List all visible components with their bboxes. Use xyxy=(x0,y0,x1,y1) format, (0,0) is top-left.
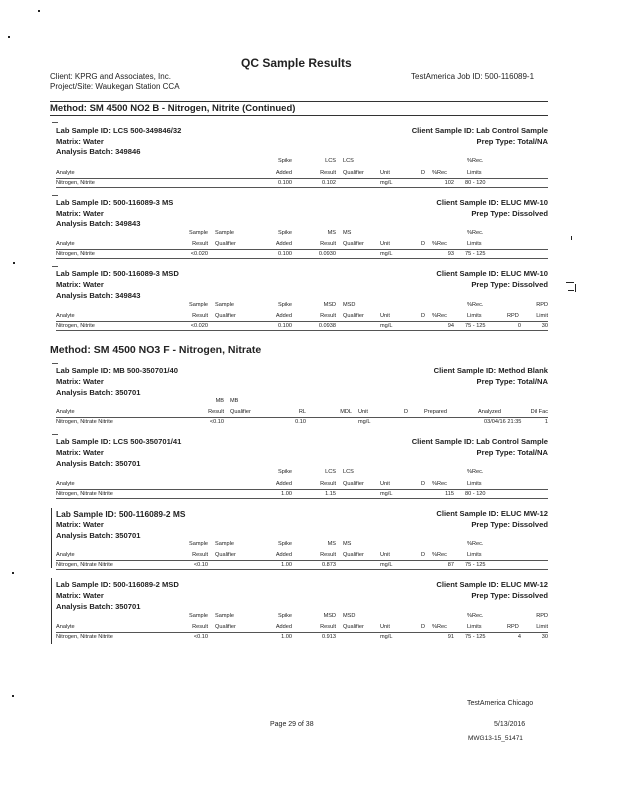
table-cell: <0.10 xyxy=(193,634,208,640)
analysis-batch: Analysis Batch: 349846 xyxy=(56,147,141,156)
col-head: Sample xyxy=(189,541,208,547)
table-cell: 30 xyxy=(541,323,548,329)
col-head: Result xyxy=(320,624,336,630)
analysis-batch: Analysis Batch: 350701 xyxy=(56,531,141,540)
col-head: MSD xyxy=(343,613,356,619)
col-head: Result xyxy=(192,313,208,319)
col-head: %Rec xyxy=(432,241,447,247)
scan-speck xyxy=(566,282,574,283)
col-head: Qualifier xyxy=(343,624,364,630)
table-cell: 0.100 xyxy=(278,251,292,257)
table-cell: <0.020 xyxy=(190,251,208,257)
client-sample-id: Client Sample ID: ELUC MW-10 xyxy=(436,198,548,207)
client-sample-id: Client Sample ID: ELUC MW-10 xyxy=(436,269,548,278)
col-head: Result xyxy=(320,481,336,487)
col-head: Added xyxy=(275,481,292,487)
col-head: Spike xyxy=(278,469,292,475)
client-sample-id: Client Sample ID: Method Blank xyxy=(433,366,548,375)
scan-speck xyxy=(12,572,14,574)
table-cell: 0.100 xyxy=(278,323,292,329)
table-rule xyxy=(56,569,548,570)
table-cell: 94 xyxy=(447,323,454,329)
col-head: Qualifier xyxy=(343,481,364,487)
col-head: Unit xyxy=(380,170,390,176)
col-head: MSD xyxy=(343,302,356,308)
table-cell: 4 xyxy=(517,634,521,640)
prep-type: Prep Type: Dissolved xyxy=(471,209,548,218)
table-rule xyxy=(56,258,548,259)
client-sample-id: Client Sample ID: Lab Control Sample xyxy=(411,126,548,135)
method-rule xyxy=(50,115,548,116)
col-head: MSD xyxy=(323,302,336,308)
col-head: %Rec xyxy=(432,170,447,176)
col-head: MS xyxy=(327,541,336,547)
client-sample-id: Client Sample ID: ELUC MW-12 xyxy=(436,509,548,518)
scan-speck xyxy=(568,290,574,291)
table-rule xyxy=(56,249,548,250)
col-head: MS xyxy=(343,230,352,236)
lab-sample-id: Lab Sample ID: LCS 500-350701/41 xyxy=(56,437,182,446)
col-head: D xyxy=(404,409,409,415)
col-head: Unit xyxy=(380,552,390,558)
col-head: Analyte xyxy=(56,481,75,487)
col-head: MS xyxy=(327,230,336,236)
col-head: Sample xyxy=(215,230,234,236)
table-cell-analyte: Nitrogen, Nitrate Nitrite xyxy=(56,491,113,497)
col-head: Added xyxy=(275,624,292,630)
table-cell: mg/L xyxy=(380,180,393,186)
col-head: Sample xyxy=(189,302,208,308)
table-cell: 0.913 xyxy=(322,634,336,640)
table-cell: 75 - 125 xyxy=(465,634,486,640)
table-cell: 0.10 xyxy=(295,419,306,425)
col-head: D xyxy=(421,170,426,176)
col-head: LCS xyxy=(325,158,336,164)
client-sample-id: Client Sample ID: Lab Control Sample xyxy=(411,437,548,446)
table-rule xyxy=(56,417,548,418)
footer-doc-id: MWG13-15_51471 xyxy=(468,735,523,742)
col-head: Unit xyxy=(380,624,390,630)
col-head: Limit xyxy=(536,313,548,319)
prep-type: Prep Type: Dissolved xyxy=(471,520,548,529)
col-head: Result xyxy=(192,624,208,630)
scan-speck xyxy=(571,236,572,240)
job-id: TestAmerica Job ID: 500-116089-1 xyxy=(411,72,535,81)
col-head: RPD xyxy=(507,313,519,319)
col-head: %Rec. xyxy=(467,230,484,236)
col-head: LCS xyxy=(343,469,354,475)
col-head: Limit xyxy=(536,624,548,630)
col-head: %Rec. xyxy=(467,302,484,308)
col-head: Qualifier xyxy=(343,241,364,247)
table-rule xyxy=(56,321,548,322)
col-head: %Rec xyxy=(432,481,447,487)
table-rule xyxy=(56,330,548,331)
analysis-batch: Analysis Batch: 349843 xyxy=(56,291,141,300)
lab-sample-id: Lab Sample ID: 500-116089-2 MS xyxy=(56,509,186,519)
col-head: Result xyxy=(320,313,336,319)
table-rule xyxy=(56,498,548,499)
prep-type: Prep Type: Dissolved xyxy=(471,591,548,600)
analysis-batch: Analysis Batch: 350701 xyxy=(56,459,141,468)
col-head: Added xyxy=(275,552,292,558)
table-cell-analyte: Nitrogen, Nitrate Nitrite xyxy=(56,562,113,568)
col-head: Result xyxy=(320,241,336,247)
col-head: LCS xyxy=(343,158,354,164)
table-cell: 75 - 125 xyxy=(465,323,486,329)
footer-date: 5/13/2016 xyxy=(494,721,526,728)
table-cell: 93 xyxy=(447,251,454,257)
lab-sample-id: Lab Sample ID: MB 500-350701/40 xyxy=(56,366,178,375)
col-head: %Rec xyxy=(432,552,447,558)
col-head: RPD xyxy=(536,302,548,308)
table-cell: 75 - 125 xyxy=(465,562,486,568)
table-cell: <0.10 xyxy=(193,562,208,568)
table-cell: 80 - 120 xyxy=(465,491,486,497)
table-cell: mg/L xyxy=(380,323,393,329)
col-head: Result xyxy=(320,552,336,558)
col-head: LCS xyxy=(325,469,336,475)
table-cell: 1.00 xyxy=(281,634,292,640)
col-head: Result xyxy=(320,170,336,176)
table-rule xyxy=(56,178,548,179)
table-rule xyxy=(56,187,548,188)
matrix: Matrix: Water xyxy=(56,377,104,386)
section-marker xyxy=(52,266,58,267)
col-head: Analyzed xyxy=(478,409,502,415)
scan-speck xyxy=(13,262,15,264)
col-head: Unit xyxy=(380,241,390,247)
col-head: Limits xyxy=(467,624,482,630)
table-cell: 91 xyxy=(447,634,454,640)
table-rule xyxy=(56,560,548,561)
table-cell: 87 xyxy=(447,562,454,568)
col-head: Qualifier xyxy=(343,313,364,319)
section-marker xyxy=(52,434,58,435)
table-cell: 03/04/16 21:35 xyxy=(484,419,522,425)
table-cell: mg/L xyxy=(380,634,393,640)
table-cell: mg/L xyxy=(358,419,371,425)
table-rule xyxy=(56,489,548,490)
section-bracket xyxy=(51,578,52,644)
footer-lab: TestAmerica Chicago xyxy=(467,700,534,707)
col-head: Sample xyxy=(189,613,208,619)
table-cell: mg/L xyxy=(380,562,393,568)
lab-sample-id: Lab Sample ID: LCS 500-349846/32 xyxy=(56,126,182,135)
col-head: MDL xyxy=(340,409,352,415)
col-head: Result xyxy=(192,552,208,558)
col-head: D xyxy=(421,552,426,558)
prep-type: Prep Type: Dissolved xyxy=(471,280,548,289)
table-cell: 0.873 xyxy=(322,562,336,568)
col-head: Result xyxy=(208,409,224,415)
scan-speck xyxy=(8,36,10,38)
table-cell: 0.0938 xyxy=(318,323,336,329)
col-head: Qualifier xyxy=(230,409,251,415)
prep-type: Prep Type: Total/NA xyxy=(476,448,548,457)
matrix: Matrix: Water xyxy=(56,137,104,146)
col-head: Analyte xyxy=(56,552,75,558)
col-head: %Rec. xyxy=(467,541,484,547)
table-cell: 30 xyxy=(541,634,548,640)
matrix: Matrix: Water xyxy=(56,591,104,600)
col-head: Spike xyxy=(278,302,292,308)
table-cell: 0 xyxy=(517,323,521,329)
table-cell: 80 - 120 xyxy=(465,180,486,186)
col-head: D xyxy=(421,241,426,247)
col-head: Analyte xyxy=(56,241,75,247)
col-head: Unit xyxy=(380,481,390,487)
col-head: RL xyxy=(298,409,306,415)
col-head: Spike xyxy=(278,613,292,619)
col-head: Sample xyxy=(215,302,234,308)
matrix: Matrix: Water xyxy=(56,280,104,289)
table-cell-analyte: Nitrogen, Nitrate Nitrite xyxy=(56,419,113,425)
col-head: Analyte xyxy=(56,170,75,176)
col-head: Limits xyxy=(467,481,482,487)
col-head: Spike xyxy=(278,230,292,236)
footer-page-number: Page 29 of 38 xyxy=(270,721,314,728)
col-head: Qualifier xyxy=(215,552,236,558)
analysis-batch: Analysis Batch: 350701 xyxy=(56,388,141,397)
method-title-no3: Method: SM 4500 NO3 F - Nitrogen, Nitrate xyxy=(50,344,262,356)
col-head: Limits xyxy=(467,313,482,319)
col-head: RPD xyxy=(536,613,548,619)
table-cell: 1.15 xyxy=(325,491,336,497)
table-cell: mg/L xyxy=(380,491,393,497)
col-head: Limits xyxy=(467,552,482,558)
header-rule xyxy=(50,101,548,102)
col-head: Added xyxy=(275,313,292,319)
col-head: MSD xyxy=(323,613,336,619)
col-head: D xyxy=(421,624,426,630)
col-head: Sample xyxy=(189,230,208,236)
table-cell: 0.100 xyxy=(278,180,292,186)
col-head: Qualifier xyxy=(343,170,364,176)
lab-sample-id: Lab Sample ID: 500-116089-2 MSD xyxy=(56,580,179,589)
col-head: Sample xyxy=(215,541,234,547)
col-head: Limits xyxy=(467,241,482,247)
matrix: Matrix: Water xyxy=(56,520,104,529)
col-head: Added xyxy=(275,170,292,176)
col-head: MB xyxy=(230,398,239,404)
matrix: Matrix: Water xyxy=(56,448,104,457)
col-head: Analyte xyxy=(56,313,75,319)
table-cell: 1.00 xyxy=(281,562,292,568)
col-head: %Rec xyxy=(432,313,447,319)
col-head: Unit xyxy=(358,409,368,415)
scan-speck xyxy=(12,695,14,697)
table-cell-analyte: Nitrogen, Nitrite xyxy=(56,323,95,329)
lab-sample-id: Lab Sample ID: 500-116089-3 MSD xyxy=(56,269,179,278)
section-marker xyxy=(52,195,58,196)
col-head: Analyte xyxy=(56,624,75,630)
col-head: MS xyxy=(343,541,352,547)
table-cell: 75 - 125 xyxy=(465,251,486,257)
col-head: RPD xyxy=(507,624,519,630)
scan-speck xyxy=(38,10,40,12)
col-head: Spike xyxy=(278,158,292,164)
section-marker xyxy=(52,122,58,123)
col-head: Analyte xyxy=(56,409,75,415)
analysis-batch: Analysis Batch: 350701 xyxy=(56,602,141,611)
client-name: Client: KPRG and Associates, Inc. xyxy=(50,72,171,81)
scan-speck xyxy=(575,284,576,292)
table-cell: 0.102 xyxy=(322,180,336,186)
table-cell-analyte: Nitrogen, Nitrate Nitrite xyxy=(56,634,113,640)
analysis-batch: Analysis Batch: 349843 xyxy=(56,219,141,228)
table-cell: 0.0930 xyxy=(318,251,336,257)
col-head: Limits xyxy=(467,170,482,176)
col-head: Qualifier xyxy=(343,552,364,558)
prep-type: Prep Type: Total/NA xyxy=(476,137,548,146)
col-head: Spike xyxy=(278,541,292,547)
col-head: Sample xyxy=(215,613,234,619)
col-head: %Rec. xyxy=(467,613,484,619)
col-head: MB xyxy=(215,398,224,404)
project-site: Project/Site: Waukegan Station CCA xyxy=(50,82,180,91)
col-head: Result xyxy=(192,241,208,247)
col-head: Qualifier xyxy=(215,241,236,247)
col-head: %Rec. xyxy=(467,469,484,475)
col-head: %Rec. xyxy=(467,158,484,164)
table-cell: <0.10 xyxy=(209,419,224,425)
method-title-no2: Method: SM 4500 NO2 B - Nitrogen, Nitrite (Continued) xyxy=(50,103,296,114)
table-cell: mg/L xyxy=(380,251,393,257)
section-bracket xyxy=(51,508,52,568)
col-head: Dil Fac xyxy=(530,409,548,415)
lab-sample-id: Lab Sample ID: 500-116089-3 MS xyxy=(56,198,174,207)
table-rule xyxy=(56,632,548,633)
col-head: Prepared xyxy=(424,409,448,415)
page-title: QC Sample Results xyxy=(241,56,352,70)
table-cell: 115 xyxy=(445,491,454,497)
table-cell: 1.00 xyxy=(281,491,292,497)
col-head: Added xyxy=(275,241,292,247)
matrix: Matrix: Water xyxy=(56,209,104,218)
table-cell: <0.020 xyxy=(190,323,208,329)
table-cell: 102 xyxy=(444,180,454,186)
col-head: Qualifier xyxy=(215,313,236,319)
table-cell: 1 xyxy=(544,419,548,425)
table-cell-analyte: Nitrogen, Nitrite xyxy=(56,251,95,257)
prep-type: Prep Type: Total/NA xyxy=(476,377,548,386)
col-head: Unit xyxy=(380,313,390,319)
col-head: Qualifier xyxy=(215,624,236,630)
client-sample-id: Client Sample ID: ELUC MW-12 xyxy=(436,580,548,589)
table-cell-analyte: Nitrogen, Nitrite xyxy=(56,180,95,186)
col-head: D xyxy=(421,313,426,319)
col-head: D xyxy=(421,481,426,487)
section-marker xyxy=(52,363,58,364)
col-head: %Rec xyxy=(432,624,447,630)
